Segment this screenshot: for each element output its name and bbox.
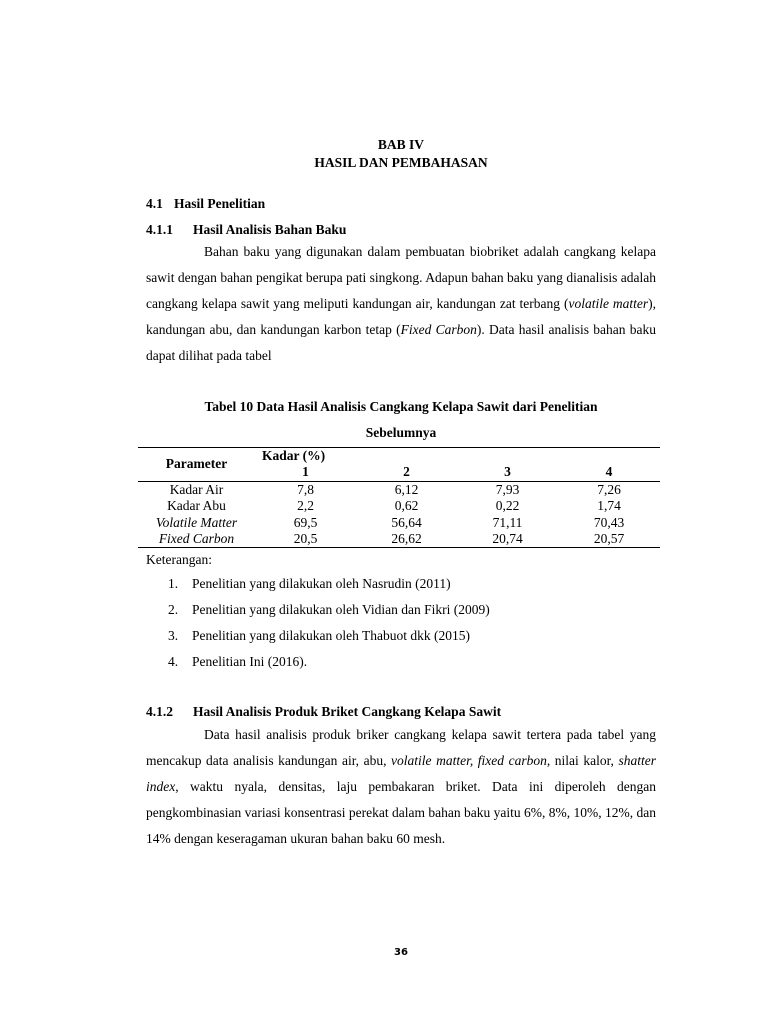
header-kadar: Kadar (%) <box>255 448 660 465</box>
section-title: Hasil Analisis Bahan Baku <box>193 222 347 237</box>
table-row <box>138 531 660 548</box>
list-text: Penelitian yang dilakukan oleh Thabuot dkk (2015) <box>192 628 470 643</box>
column-number: 1 <box>255 464 356 481</box>
list-number: 2. <box>168 602 179 617</box>
section-title: Hasil Analisis Produk Briket Cangkang Kelapa Sawit <box>193 704 502 719</box>
column-number: 2 <box>356 464 457 481</box>
table-cell: 6,12 <box>394 481 419 497</box>
table-cell: 71,11 <box>492 514 523 530</box>
section-heading-4-1 <box>146 196 265 212</box>
section-number: 4.1.1 <box>146 222 173 237</box>
chapter-title: HASIL DAN PEMBAHASAN <box>314 155 488 170</box>
list-number: 1. <box>168 576 179 591</box>
table-cell: 70,43 <box>593 514 625 530</box>
document-page <box>146 0 656 1024</box>
table-cell: 7,93 <box>495 481 520 497</box>
page-number: 36 <box>394 947 408 958</box>
list-item <box>146 597 490 623</box>
section-number: 4.1.2 <box>146 704 173 719</box>
row-parameter: Volatile Matter <box>155 514 238 530</box>
row-parameter: Kadar Abu <box>167 498 226 514</box>
table-cell: 7,26 <box>597 481 621 497</box>
table-caption-line2: Sebelumnya <box>365 425 437 440</box>
table-row <box>138 515 660 531</box>
paragraph-bahan-baku: Bahan baku yang digunakan dalam pembuatan biobriket adalah cangkang kelapa sawit dengan bahan pengikat berupa pati singkong. Adapun bahan baku yang dianalisis adalah cangkang kelapa sawit yang meliputi kandungan air, kandungan zat terbang (volatile matter), kandungan abu, dan kandungan karbon tetap (Fixed Carbon). Data hasil analisis bahan baku dapat dilihat pada tabel <box>146 244 657 363</box>
list-text: Penelitian Ini (2016). <box>192 654 308 669</box>
notes-list <box>146 571 490 675</box>
row-parameter: Kadar Air <box>169 481 224 497</box>
list-item <box>146 571 490 597</box>
table-cell: 0,62 <box>394 498 419 514</box>
table-row <box>138 498 660 514</box>
table-cell: 2,2 <box>297 498 314 514</box>
table-header-row <box>138 448 660 465</box>
table-caption-line1: Tabel 10 Data Hasil Analisis Cangkang Kelapa Sawit dari Penelitian <box>204 399 598 414</box>
keterangan-label: Keterangan: <box>146 552 212 567</box>
row-parameter: Fixed Carbon <box>138 531 255 548</box>
table-cell: 69,5 <box>293 514 318 530</box>
table-row <box>138 481 660 498</box>
data-table <box>138 447 660 548</box>
table-cell: 26,62 <box>356 531 457 548</box>
header-parameter: Parameter <box>138 448 255 482</box>
list-number: 3. <box>168 628 179 643</box>
list-item <box>146 649 490 675</box>
table-cell: 56,64 <box>391 514 422 530</box>
paragraph-produk-briket: Data hasil analisis produk briker cangkang kelapa sawit tertera pada tabel yang mencakup data analisis kandungan air, abu, volatile matter, fixed carbon, nilai kalor, shatter index, waktu nyala, densitas, laju pembakaran briket. Data ini diperoleh dengan pengkombinasian variasi konsentrasi perekat dalam bahan baku yaitu 6%, 8%, 10%, 12%, dan 14% dengan keseragaman ukuran bahan baku 60 mesh. <box>146 727 656 846</box>
table-cell: 20,5 <box>255 531 356 548</box>
table-cell: 1,74 <box>597 498 621 514</box>
list-item <box>146 623 490 649</box>
list-text: Penelitian yang dilakukan oleh Vidian dan Fikri (2009) <box>192 602 490 617</box>
list-number: 4. <box>168 654 179 669</box>
table-cell: 20,74 <box>457 531 558 548</box>
section-title: Hasil Penelitian <box>174 196 266 211</box>
list-text: Penelitian yang dilakukan oleh Nasrudin (2011) <box>192 576 451 591</box>
chapter-number: BAB IV <box>377 137 425 152</box>
section-heading-4-1-2 <box>146 704 501 720</box>
column-number: 3 <box>457 464 558 481</box>
table-caption <box>146 394 656 446</box>
table-cell: 0,22 <box>495 498 520 514</box>
section-heading-4-1-1 <box>146 222 346 238</box>
column-number: 4 <box>558 464 660 481</box>
section-number: 4.1 <box>146 196 163 211</box>
table-cell: 20,57 <box>558 531 660 548</box>
table-cell: 7,8 <box>297 481 314 497</box>
